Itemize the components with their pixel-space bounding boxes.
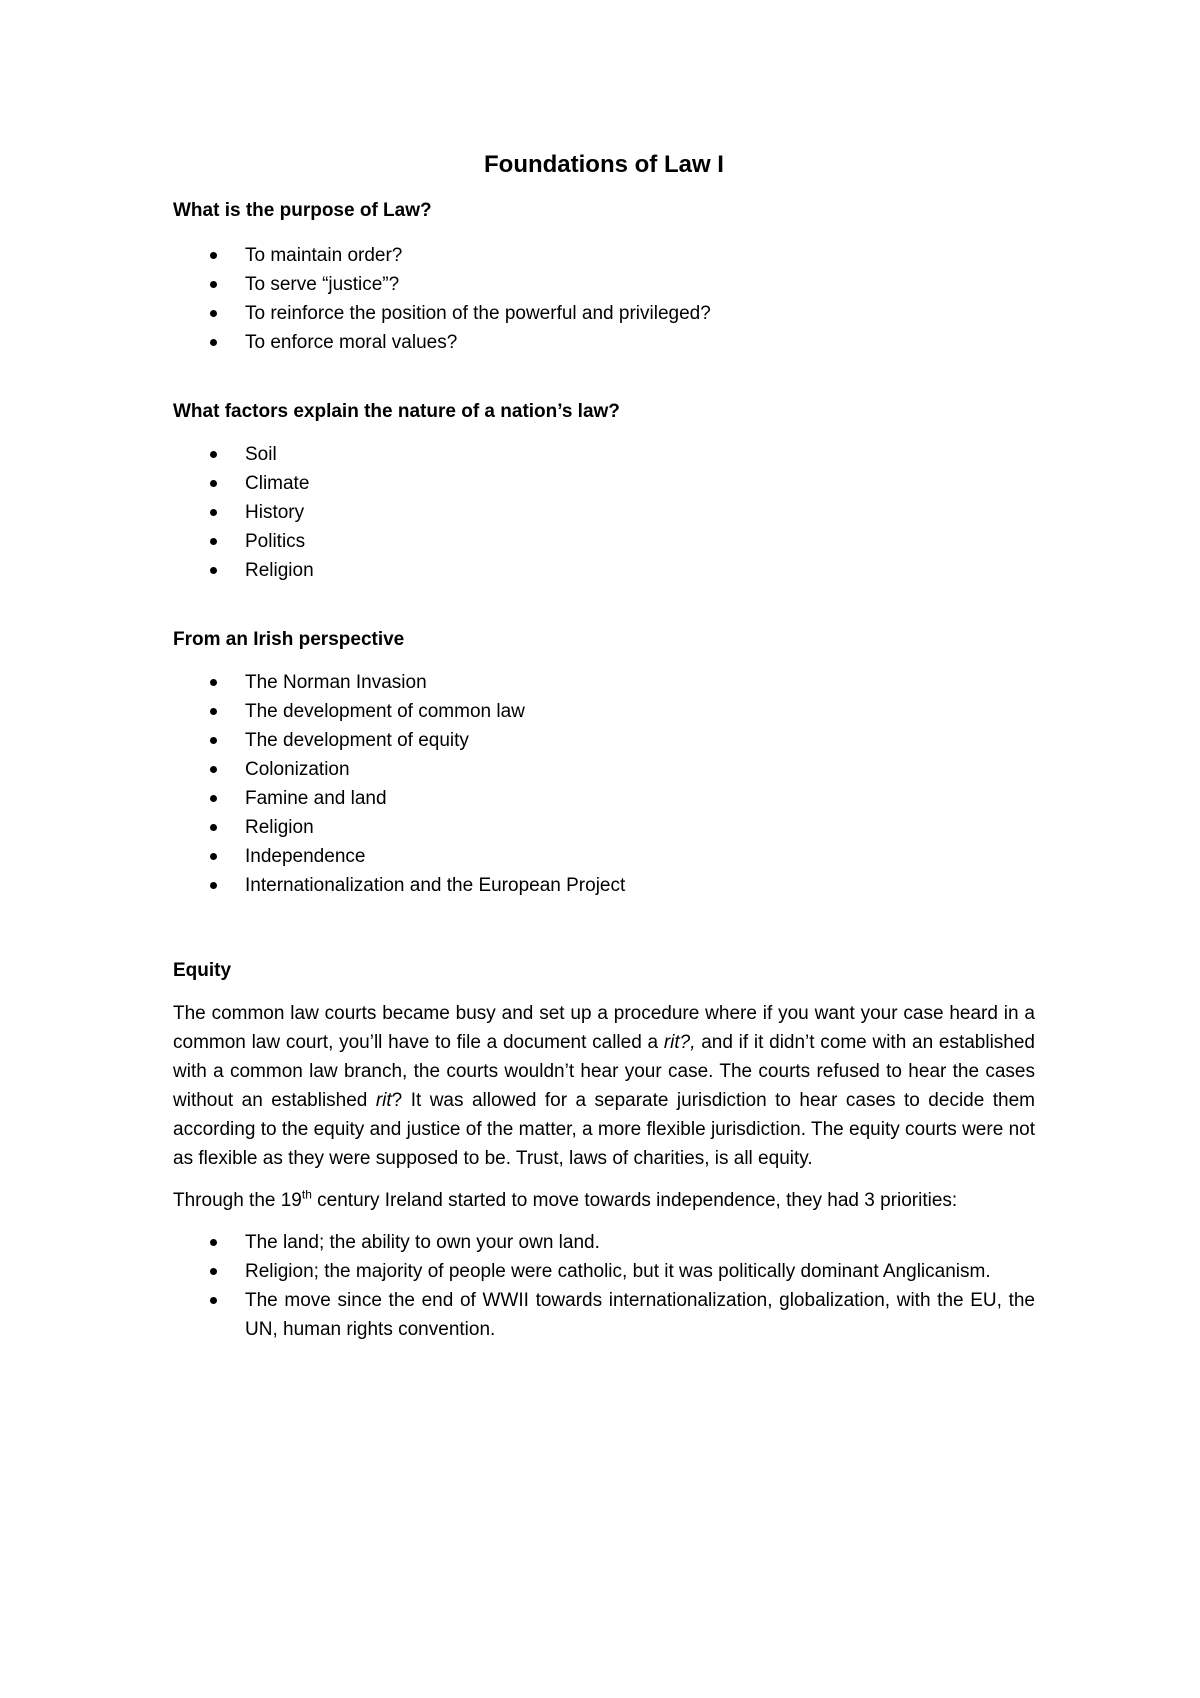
- list-item: To maintain order?: [173, 241, 1035, 270]
- priorities-paragraph: Through the 19th century Ireland started to move towards independence, they had 3 priorities:: [173, 1187, 958, 1211]
- irish-perspective-list: [173, 668, 1035, 900]
- bullet-icon: [210, 567, 217, 574]
- bullet-icon: [210, 538, 217, 545]
- document-title: Foundations of Law I: [484, 151, 724, 178]
- bullet-icon: [210, 824, 217, 831]
- list-item: Famine and land: [173, 784, 1035, 813]
- bullet-icon: [210, 1268, 217, 1275]
- list-item: To reinforce the position of the powerful and privileged?: [173, 299, 1035, 328]
- equity-paragraph: The common law courts became busy and set up a procedure where if you want your case heard in a common law court, you’ll have to file a document called a rit?, and if it didn’t come with an established with a common law branch, the courts wouldn’t hear your case. The courts refused to hear the cases without an established rit? It was allowed for a separate jurisdiction to hear cases to decide them according to the equity and justice of the matter, a more flexible jurisdiction. The equity courts were not as flexible as they were supposed to be. Trust, laws of charities, is all equity.: [173, 1003, 1035, 1169]
- bullet-icon: [210, 339, 217, 346]
- list-item: History: [173, 498, 1035, 527]
- list-item: To serve “justice”?: [173, 270, 1035, 299]
- bullet-icon: [210, 1239, 217, 1246]
- list-item: Religion; the majority of people were catholic, but it was politically dominant Anglicanism.: [173, 1257, 1035, 1286]
- irish-perspective-heading: From an Irish perspective: [173, 629, 405, 650]
- document-page: [173, 148, 1035, 1344]
- bullet-icon: [210, 708, 217, 715]
- bullet-icon: [210, 853, 217, 860]
- bullet-icon: [210, 1297, 217, 1304]
- bullet-icon: [210, 766, 217, 773]
- factors-heading: What factors explain the nature of a nation’s law?: [173, 401, 620, 422]
- factors-list: [173, 440, 1035, 585]
- list-item: Colonization: [173, 755, 1035, 784]
- bullet-icon: [210, 480, 217, 487]
- list-item: Climate: [173, 469, 1035, 498]
- bullet-icon: [210, 882, 217, 889]
- list-item: Religion: [173, 813, 1035, 842]
- list-item: The development of common law: [173, 697, 1035, 726]
- list-item: Religion: [173, 556, 1035, 585]
- list-item: The development of equity: [173, 726, 1035, 755]
- list-item: The land; the ability to own your own land.: [173, 1228, 1035, 1257]
- bullet-icon: [210, 737, 217, 744]
- bullet-icon: [210, 679, 217, 686]
- bullet-icon: [210, 281, 217, 288]
- list-item: Politics: [173, 527, 1035, 556]
- bullet-icon: [210, 795, 217, 802]
- list-item: Independence: [173, 842, 1035, 871]
- priorities-list: [173, 1228, 1035, 1344]
- purpose-list: [173, 241, 1035, 357]
- list-item: The move since the end of WWII towards internationalization, globalization, with the EU, the UN, human rights convention.: [173, 1286, 1035, 1344]
- purpose-heading: What is the purpose of Law?: [173, 200, 432, 221]
- list-item: Soil: [173, 440, 1035, 469]
- bullet-icon: [210, 451, 217, 458]
- list-item: To enforce moral values?: [173, 328, 1035, 357]
- bullet-icon: [210, 509, 217, 516]
- bullet-icon: [210, 310, 217, 317]
- list-item: The Norman Invasion: [173, 668, 1035, 697]
- bullet-icon: [210, 252, 217, 259]
- equity-heading: Equity: [173, 960, 232, 981]
- list-item: Internationalization and the European Project: [173, 871, 1035, 900]
